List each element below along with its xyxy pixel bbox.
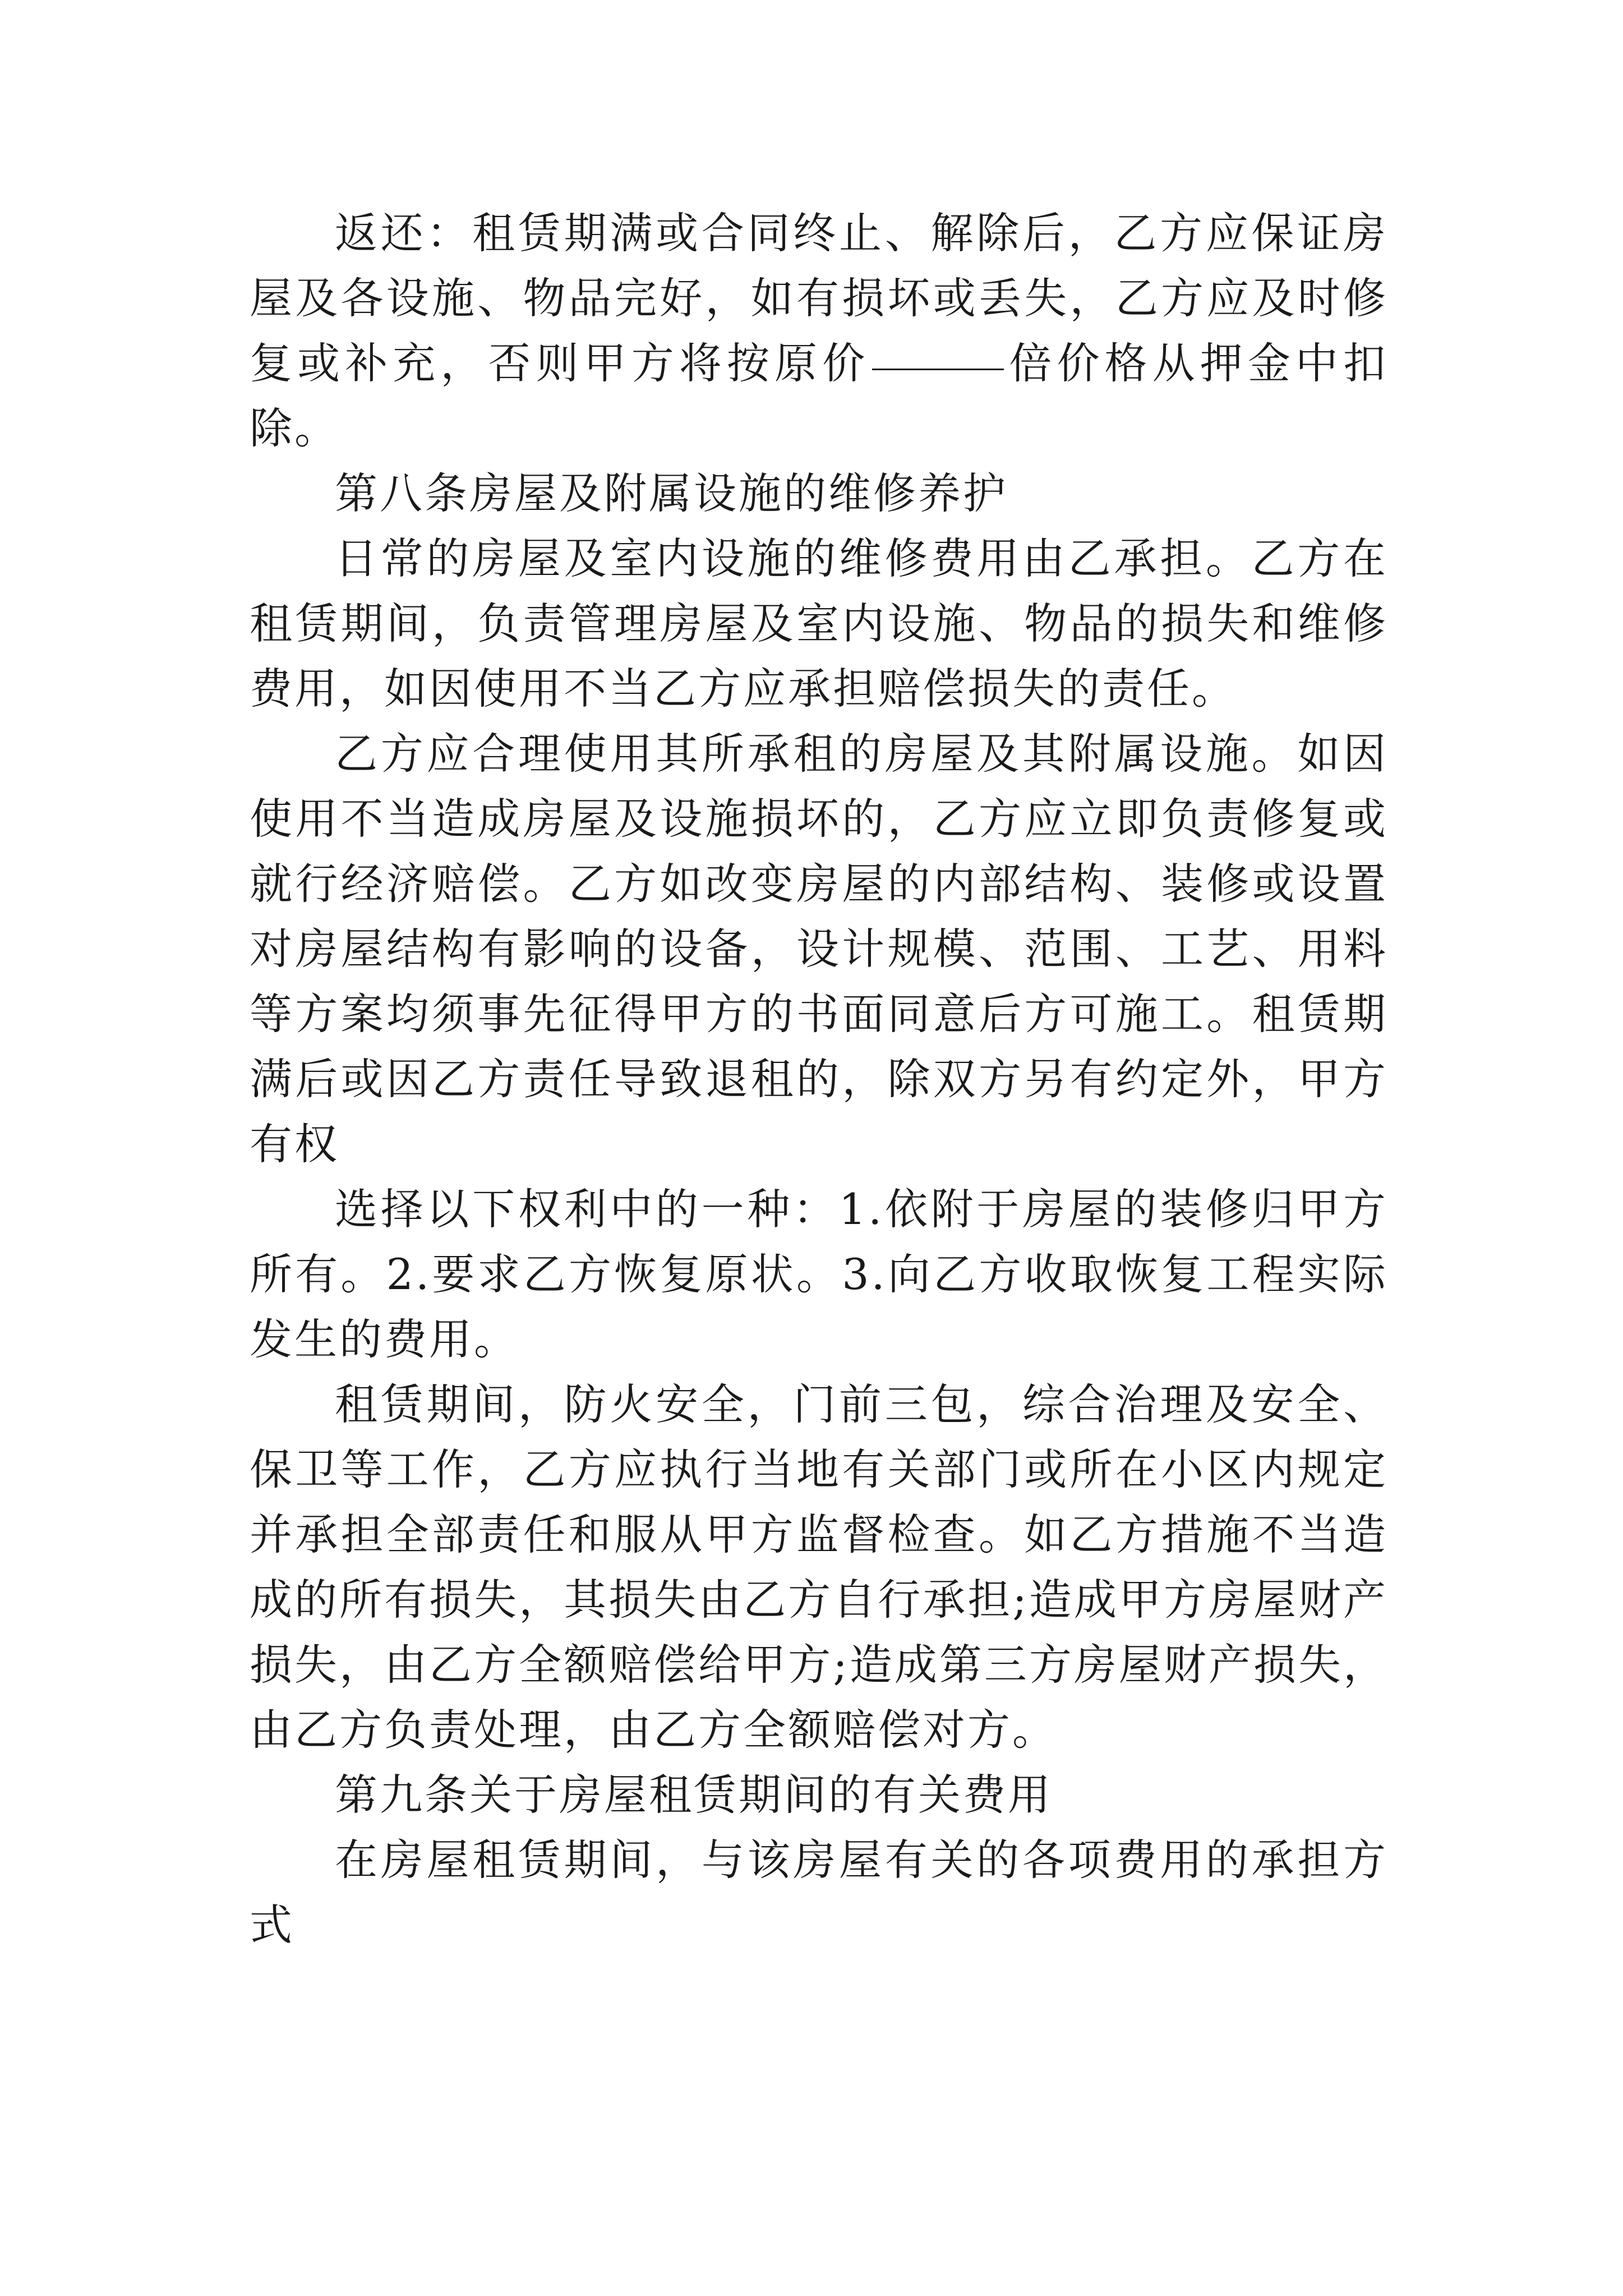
paragraph-return-clause	[250, 201, 1388, 461]
paragraph-proper-use: 乙方应合理使用其所承租的房屋及其附属设施。如因使用不当造成房屋及设施损坏的，乙方应立即负责修复或就行经济赔偿。乙方如改变房屋的内部结构、装修或设置对房屋结构有影响的设备，设计规模、范围、工艺、用料等方案均须事先征得甲方的书面同意后方可施工。租赁期满后或因乙方责任导致退租的，除双方另有约定外，甲方有权	[250, 729, 1388, 1169]
paragraph-fees: 在房屋租赁期间，与该房屋有关的各项费用的承担方式	[250, 1835, 1388, 1950]
fill-in-blank	[872, 324, 1004, 370]
paragraph-rights-options: 选择以下权利中的一种：1.依附于房屋的装修归甲方所有。2.要求乙方恢复原状。3.向乙方收取恢复工程实际发生的费用。	[250, 1184, 1388, 1364]
document-body	[250, 201, 1388, 1958]
paragraph-text: 倍价格从押金中扣除。	[250, 338, 1389, 453]
paragraph-daily-maintenance: 日常的房屋及室内设施的维修费用由乙承担。乙方在租赁期间，负责管理房屋及室内设施、物品的损失和维修费用，如因使用不当乙方应承担赔偿损失的责任。	[250, 533, 1388, 714]
section-heading-article-8: 第八条房屋及附属设施的维修养护	[335, 468, 1008, 518]
section-heading-article-9: 第九条关于房屋租赁期间的有关费用	[335, 1770, 1053, 1820]
paragraph-text: 返还：租赁期满或合同终止、解除后，乙方应保证房屋及各设施、物品完好，如有损坏或丢失，乙方应及时修复或补充，否则甲方将按原价	[250, 208, 1388, 388]
paragraph-safety-responsibility: 租赁期间，防火安全，门前三包，综合治理及安全、保卫等工作，乙方应执行当地有关部门或所在小区内规定并承担全部责任和服从甲方监督检查。如乙方措施不当造成的所有损失，其损失由乙方自行承担;造成甲方房屋财产损失，由乙方全额赔偿给甲方;造成第三方房屋财产损失，由乙方负责处理，由乙方全额赔偿对方。	[250, 1379, 1388, 1755]
